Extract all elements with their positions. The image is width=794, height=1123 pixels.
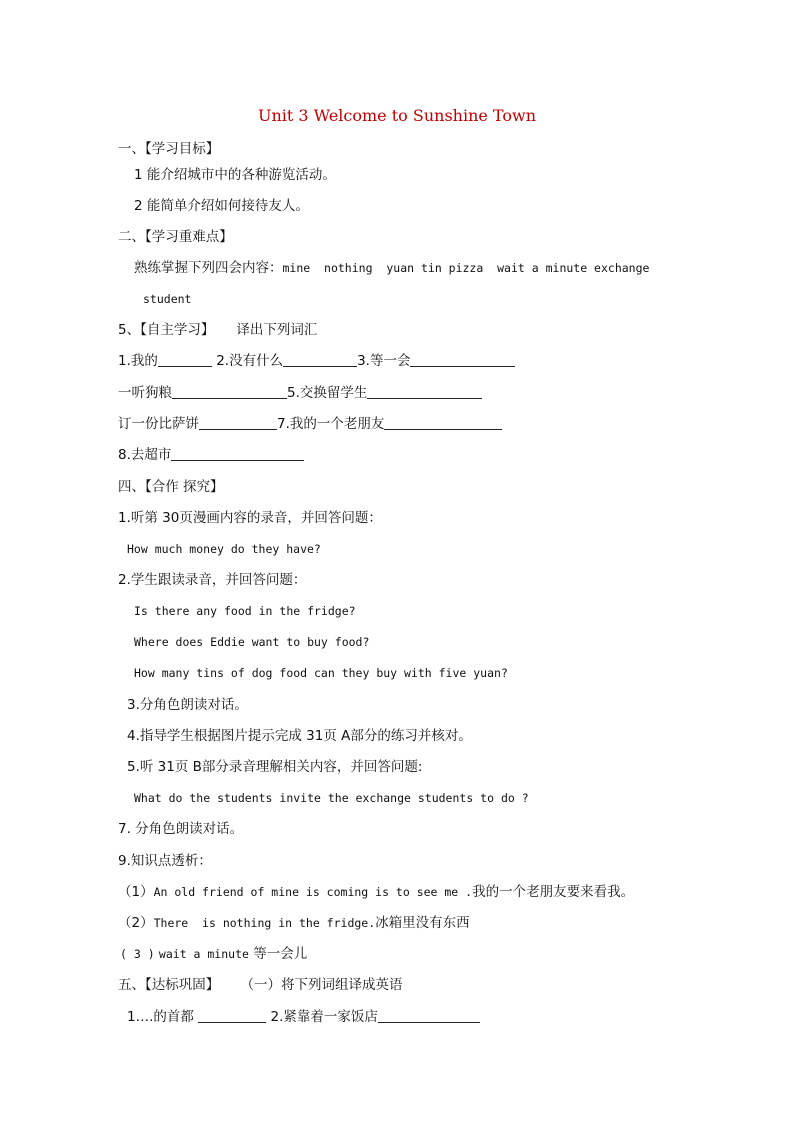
kp2-english: There is nothing in the fridge. — [153, 916, 376, 930]
question-5a: What do the students invite the exchange students to do ? — [134, 791, 529, 805]
section-4-heading: 四、【合作 探究】 — [118, 479, 224, 495]
vocab-item-2: 2.没有什么 — [216, 353, 284, 369]
objective-2: 2 能简单介绍如何接待友人。 — [134, 198, 309, 214]
exercise-row-1 — [127, 1007, 480, 1027]
answer-blank[interactable] — [158, 352, 212, 367]
vocab-row-4 — [118, 445, 304, 465]
vocab-item-7: 7.我的一个老朋友 — [277, 416, 385, 432]
kp3-number: ( 3 ) — [120, 947, 155, 961]
vocab-item-8: 8.去超市 — [118, 447, 172, 463]
kp2-number: （2） — [118, 915, 154, 931]
key-words: mine nothing yuan tin pizza wait a minute exchange — [282, 261, 650, 275]
answer-blank[interactable] — [410, 352, 515, 367]
knowledge-point-1 — [118, 882, 634, 902]
exercise-item-2: 2.紧靠着一家饭店 — [270, 1009, 378, 1025]
page-title: Unit 3 Welcome to Sunshine Town — [257, 106, 536, 125]
section-5-subtitle: （一）将下列词组译成英语 — [247, 977, 403, 993]
question-2b: Where does Eddie want to buy food? — [134, 635, 370, 649]
vocab-item-6: 订一份比萨饼 — [118, 416, 199, 432]
answer-blank[interactable] — [384, 415, 502, 430]
section-5-heading — [118, 975, 403, 995]
task-5: 5.听 31页 B部分录音理解相关内容，并回答问题: — [127, 759, 423, 775]
kp1-chinese: 我的一个老朋友要来看我。 — [472, 884, 635, 900]
section-1-heading: 一、【学习目标】 — [118, 141, 220, 157]
answer-blank[interactable] — [283, 352, 357, 367]
task-3: 3.分角色朗读对话。 — [127, 697, 248, 713]
question-2a: Is there any food in the fridge? — [134, 604, 356, 618]
vocab-item-3: 3.等一会 — [357, 353, 411, 369]
kp2-chinese: 冰箱里没有东西 — [375, 915, 470, 931]
kp1-english: An old friend of mine is coming is to see me . — [153, 885, 473, 899]
question-2c: How many tins of dog food can they buy with five yuan? — [134, 666, 508, 680]
vocab-item-4: 一听狗粮 — [118, 385, 172, 401]
answer-blank[interactable] — [199, 415, 277, 430]
knowledge-point-3 — [120, 944, 307, 964]
answer-blank[interactable] — [198, 1008, 266, 1023]
vocab-row-2 — [118, 383, 482, 403]
task-1: 1.听第 30页漫画内容的录音，并回答问题： — [118, 510, 382, 526]
section-3-title: 5、【自主学习】 — [118, 322, 215, 338]
answer-blank[interactable] — [171, 446, 304, 461]
section-2-heading: 二、【学习重难点】 — [118, 229, 233, 245]
exercise-item-1: 1….的首都 — [127, 1009, 194, 1025]
task-2: 2.学生跟读录音，并回答问题： — [118, 572, 307, 588]
task-4: 4.指导学生根据图片提示完成 31页 A部分的练习并核对。 — [127, 728, 472, 744]
kp1-number: （1） — [118, 884, 154, 900]
question-1a: How much money do they have? — [127, 542, 321, 556]
section-5-title: 五、【达标巩固】 — [118, 977, 220, 993]
answer-blank[interactable] — [378, 1008, 480, 1023]
kp3-english: wait a minute — [158, 947, 249, 961]
answer-blank[interactable] — [172, 384, 287, 399]
vocab-item-5: 5.交换留学生 — [287, 385, 368, 401]
answer-blank[interactable] — [367, 384, 482, 399]
section-3-heading — [118, 320, 317, 340]
section-3-instruction: 译出下列词汇 — [236, 322, 318, 338]
vocab-item-1: 1.我的 — [118, 353, 158, 369]
key-words-cont: student — [143, 292, 192, 306]
task-7: 7. 分角色朗读对话。 — [118, 821, 244, 837]
knowledge-point-2 — [118, 913, 470, 933]
key-words-prefix: 熟练掌握下列四会内容： — [134, 260, 283, 276]
task-9: 9.知识点透析： — [118, 853, 212, 869]
vocab-row-1 — [118, 351, 515, 371]
vocab-row-3 — [118, 414, 502, 434]
objective-1: 1 能介绍城市中的各种游览活动。 — [134, 167, 336, 183]
kp3-chinese: 等一会儿 — [253, 946, 308, 962]
key-words-line — [134, 258, 649, 278]
